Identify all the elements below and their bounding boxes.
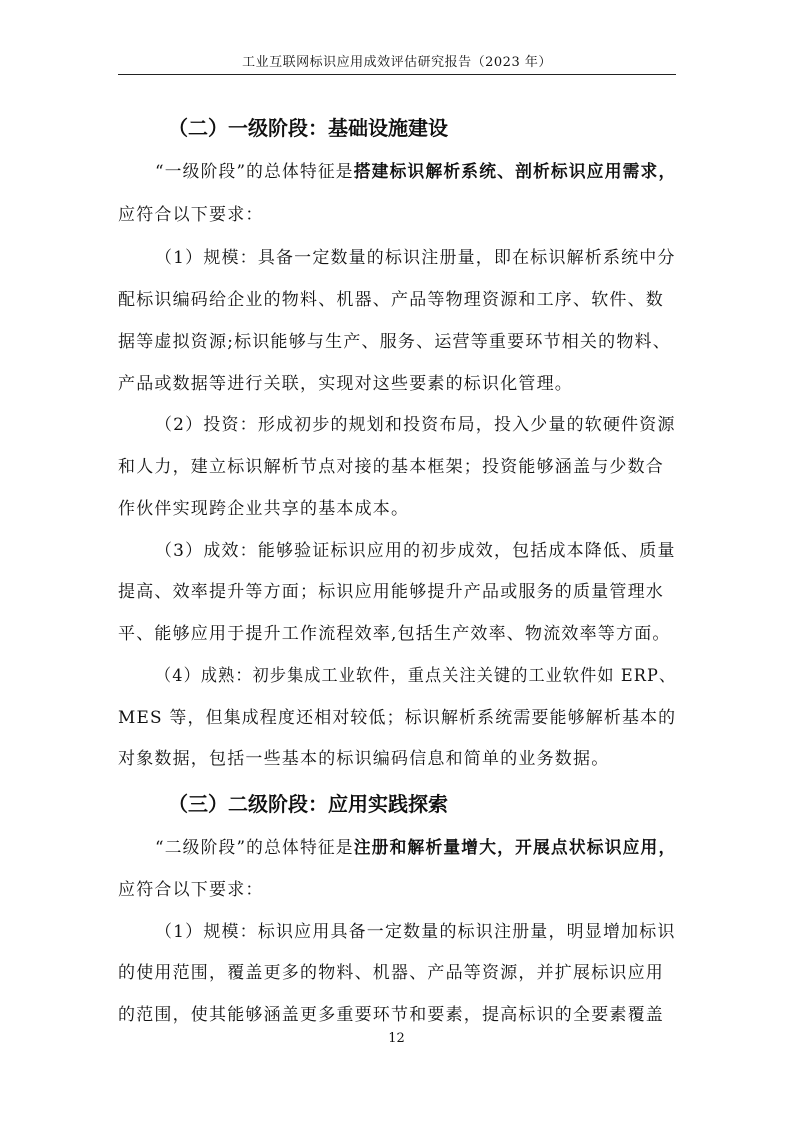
section2-intro-prefix: “一级阶段”的总体特征是 [155, 162, 354, 182]
paragraph-line: 的使用范围，覆盖更多的物料、机器、产品等资源，并扩展标识应用 [118, 963, 664, 983]
paragraph-line: 配标识编码给企业的物料、机器、产品等物理资源和工序、软件、数 [118, 290, 664, 310]
section2-intro [155, 160, 676, 184]
page-number: 12 [388, 1031, 405, 1046]
section2-intro-line2: 应符合以下要求： [118, 205, 264, 225]
running-header: 工业互联网标识应用成效评估研究报告（2023 年） [242, 55, 552, 70]
section3-intro [155, 836, 676, 860]
section-heading-level1: （二）一级阶段：基础设施建设 [168, 116, 448, 140]
paragraph-line: 和人力，建立标识解析节点对接的基本框架；投资能够涵盖与少数合 [118, 457, 664, 477]
section3-intro-line2: 应符合以下要求： [118, 880, 264, 900]
paragraph-line: （1）规模：具备一定数量的标识注册量，即在标识解析系统中分 [155, 248, 676, 268]
paragraph-line: 产品或数据等进行关联，实现对这些要素的标识化管理。 [118, 374, 573, 394]
paragraph-line: 据等虚拟资源;标识能够与生产、服务、运营等重要环节相关的物料、 [118, 332, 671, 352]
paragraph-line: 提高、效率提升等方面；标识应用能够提升产品或服务的质量管理水 [118, 582, 664, 602]
section3-intro-prefix: “二级阶段”的总体特征是 [155, 838, 354, 858]
section-heading-level2: （三）二级阶段：应用实践探索 [168, 792, 448, 816]
header-rule [118, 74, 676, 75]
paragraph-line: MES 等，但集成程度还相对较低；标识解析系统需要能够解析基本的 [118, 708, 677, 728]
paragraph-line: 的范围，使其能够涵盖更多重要环节和要素，提高标识的全要素覆盖 [118, 1005, 664, 1025]
paragraph-line: （1）规模：标识应用具备一定数量的标识注册量，明显增加标识 [155, 922, 676, 942]
section3-intro-bold: 注册和解析量增大，开展点状标识应用， [353, 838, 677, 858]
paragraph-line: 作伙伴实现跨企业共享的基本成本。 [118, 499, 410, 519]
paragraph-line: （4）成熟：初步集成工业软件，重点关注关键的工业软件如 ERP、 [155, 666, 677, 686]
paragraph-line: 平、能够应用于提升工作流程效率,包括生产效率、物流效率等方面。 [118, 624, 671, 644]
section2-intro-bold: 搭建标识解析系统、剖析标识应用需求， [353, 162, 677, 182]
paragraph-line: （3）成效：能够验证标识应用的初步成效，包括成本降低、质量 [155, 541, 676, 561]
paragraph-line: （2）投资：形成初步的规划和投资布局，投入少量的软硬件资源 [155, 415, 676, 435]
paragraph-line: 对象数据，包括一些基本的标识编码信息和简单的业务数据。 [118, 749, 610, 769]
